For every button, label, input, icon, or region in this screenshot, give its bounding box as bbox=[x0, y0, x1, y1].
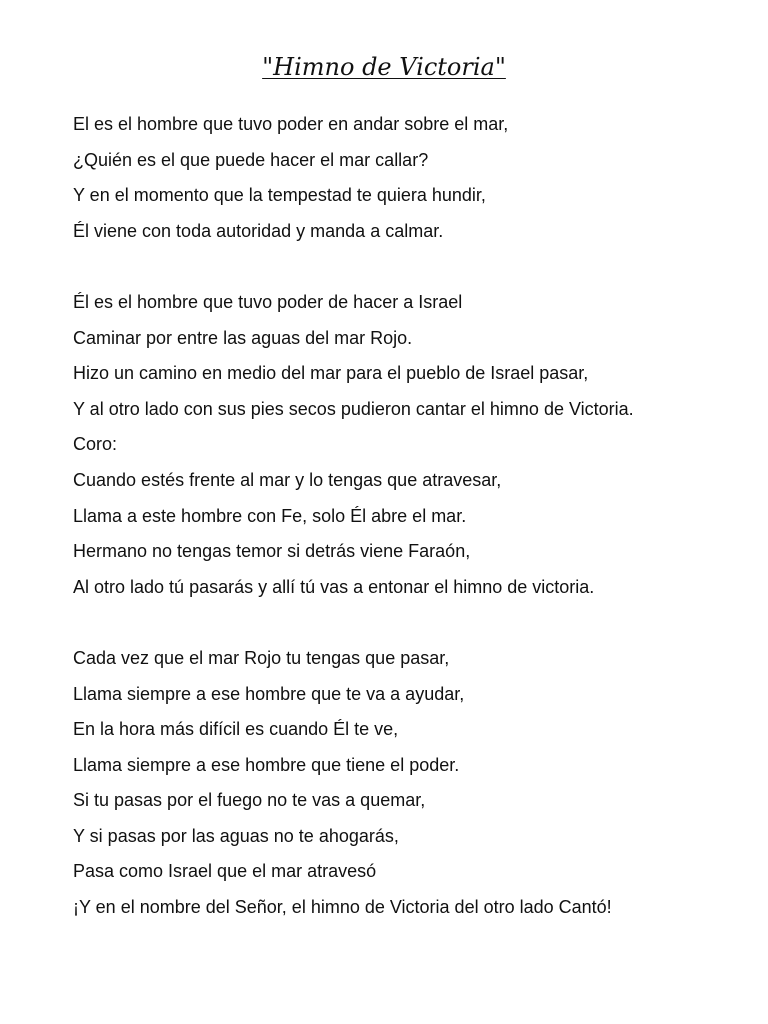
lyric-line: Hizo un camino en medio del mar para el pueblo de Israel pasar, bbox=[73, 363, 589, 384]
stanza-break bbox=[73, 249, 753, 285]
lyric-line: En la hora más difícil es cuando Él te ve, bbox=[73, 719, 399, 740]
lyric-line: El es el hombre que tuvo poder en andar sobre el mar, bbox=[73, 114, 509, 134]
lyric-line: Y al otro lado con sus pies secos pudieron cantar el himno de Victoria. bbox=[73, 398, 634, 419]
stanza-break bbox=[73, 605, 753, 641]
lyric-line: Él viene con toda autoridad y manda a calmar. bbox=[73, 220, 444, 241]
lyric-line: Si tu pasas por el fuego no te vas a quemar, bbox=[73, 790, 426, 811]
chorus-heading: Coro: bbox=[73, 434, 118, 455]
lyric-line: Cada vez que el mar Rojo tu tengas que pasar, bbox=[73, 647, 450, 668]
lyric-line: ¿Quién es el que puede hacer el mar callar? bbox=[73, 149, 429, 170]
lyric-line: Hermano no tengas temor si detrás viene Faraón, bbox=[73, 541, 471, 562]
lyric-line: Y si pasas por las aguas no te ahogarás, bbox=[73, 825, 399, 846]
lyric-line: Pasa como Israel que el mar atravesó bbox=[73, 861, 377, 882]
lyrics-body bbox=[73, 107, 753, 926]
lyric-line: Llama siempre a ese hombre que te va a ayudar, bbox=[73, 683, 465, 704]
lyric-line: Llama siempre a ese hombre que tiene el poder. bbox=[73, 754, 460, 775]
lyric-line: Llama a este hombre con Fe, solo Él abre el mar. bbox=[73, 505, 467, 526]
lyric-line: Al otro lado tú pasarás y allí tú vas a entonar el himno de victoria. bbox=[73, 576, 595, 597]
lyric-line: Y en el momento que la tempestad te quiera hundir, bbox=[73, 185, 486, 206]
document-title: "Himno de Victoria" bbox=[262, 53, 506, 81]
lyric-line: Cuando estés frente al mar y lo tengas que atravesar, bbox=[73, 469, 502, 490]
lyric-line: Caminar por entre las aguas del mar Rojo. bbox=[73, 327, 413, 348]
lyric-line: Él es el hombre que tuvo poder de hacer a Israel bbox=[73, 291, 463, 312]
lyric-line: ¡Y en el nombre del Señor, el himno de Victoria del otro lado Cantó! bbox=[73, 897, 612, 918]
